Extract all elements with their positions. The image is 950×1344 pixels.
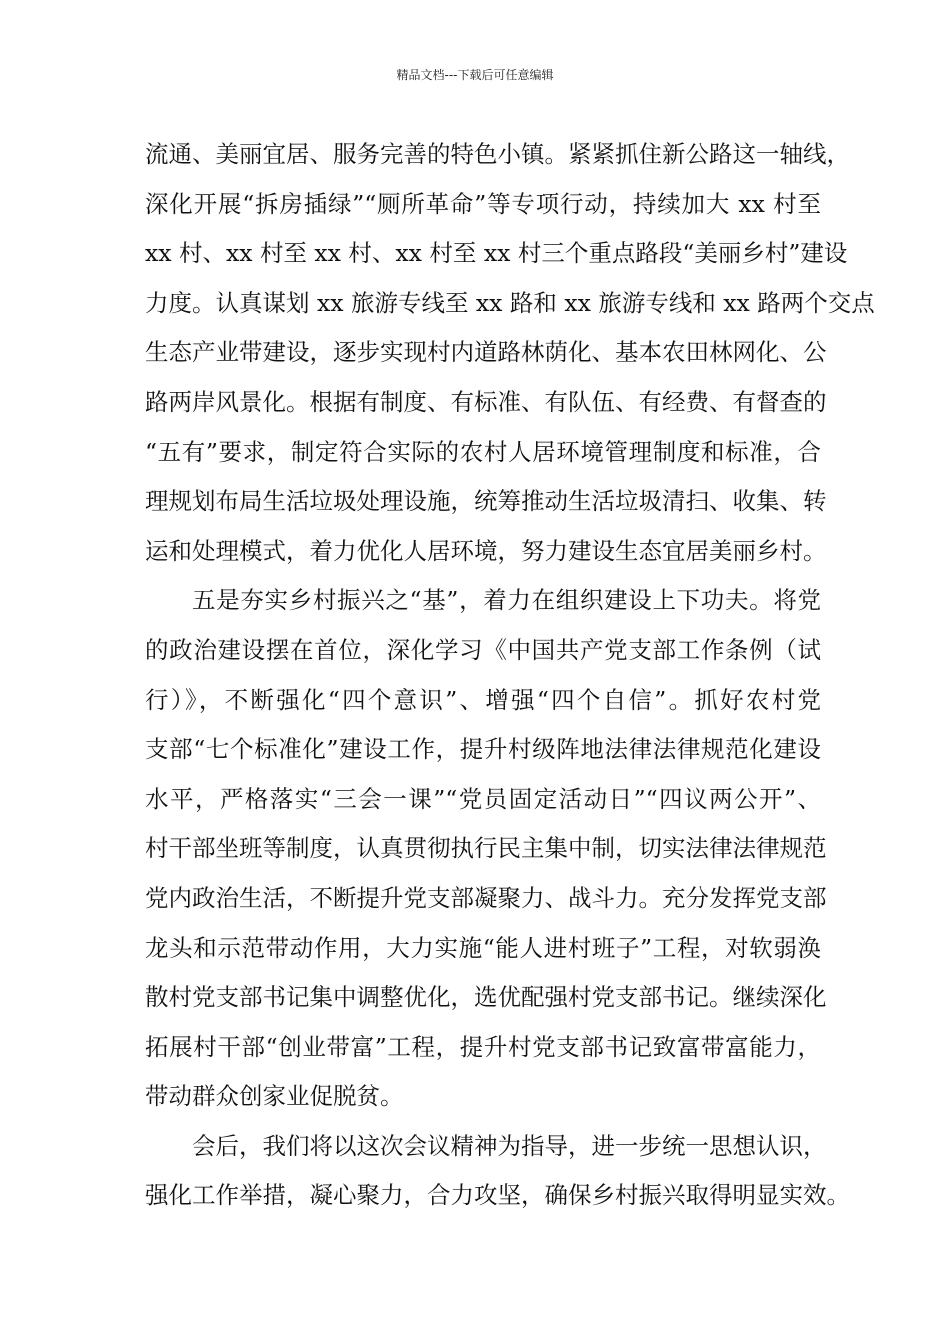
text-line: 拓展村干部“创业带富”工程，提升村党支部书记致富带富能力， — [145, 1032, 821, 1061]
text-line: xx 村、xx 村至 xx 村、xx 村至 xx 村三个重点路段“美丽乡村”建设 — [145, 239, 848, 268]
text-line: 村干部坐班等制度，认真贯彻执行民主集中制，切实法律法律规范 — [145, 834, 827, 863]
text-line: 带动群众创家业促脱贫。 — [145, 1082, 404, 1111]
text-line: 散村党支部书记集中调整优化，选优配强村党支部书记。继续深化 — [145, 983, 827, 1012]
text-line: 理规划布局生活垃圾处理设施，统筹推动生活垃圾清扫、收集、转 — [145, 487, 827, 516]
text-line: 运和处理模式，着力优化人居环境，努力建设生态宜居美丽乡村。 — [145, 536, 827, 565]
text-line: 五是夯实乡村振兴之“基”，着力在组织建设上下功夫。将党 — [192, 586, 821, 615]
text-line: 强化工作举措，凝心聚力，合力攻坚，确保乡村振兴取得明显实效。 — [145, 1181, 850, 1210]
text-line: “五有”要求，制定符合实际的农村人居环境管理制度和标准，合 — [145, 437, 821, 466]
text-line: 党内政治生活，不断提升党支部凝聚力、战斗力。充分发挥党支部 — [145, 883, 827, 912]
text-line: 流通、美丽宜居、服务完善的特色小镇。紧紧抓住新公路这一轴线， — [145, 140, 850, 168]
document-body — [145, 130, 875, 1221]
paragraph-3 — [145, 1122, 850, 1221]
text-line: 水平，严格落实“三会一课”“党员固定活动日”“四议两公开”、 — [145, 784, 821, 813]
text-line: 路两岸风景化。根据有制度、有标准、有队伍、有经费、有督查的 — [145, 387, 827, 416]
text-line: 支部“七个标准化”建设工作，提升村级阵地法律法律规范化建设 — [145, 735, 821, 764]
paragraph-1 — [145, 130, 875, 576]
text-line: 力度。认真谋划 xx 旅游专线至 xx 路和 xx 旅游专线和 xx 路两个交点 — [145, 288, 875, 317]
text-line: 的政治建设摆在首位，深化学习《中国共产党支部工作条例（试 — [145, 635, 821, 664]
text-line: 生态产业带建设，逐步实现村内道路林荫化、基本农田林网化、公 — [145, 338, 827, 367]
text-line: 深化开展“拆房插绿”“厕所革命”等专项行动，持续加大 xx 村至 — [145, 189, 821, 218]
text-line: 行）》，不断强化“四个意识”、增强“四个自信”。抓好农村党 — [145, 685, 821, 714]
page-header: 精品文档---下载后可任意编辑 — [396, 68, 554, 82]
text-line: 龙头和示范带动作用，大力实施“能人进村班子”工程，对软弱涣 — [145, 933, 821, 962]
paragraph-2 — [145, 576, 827, 1122]
text-line: 会后，我们将以这次会议精神为指导，进一步统一思想认识， — [192, 1131, 827, 1160]
